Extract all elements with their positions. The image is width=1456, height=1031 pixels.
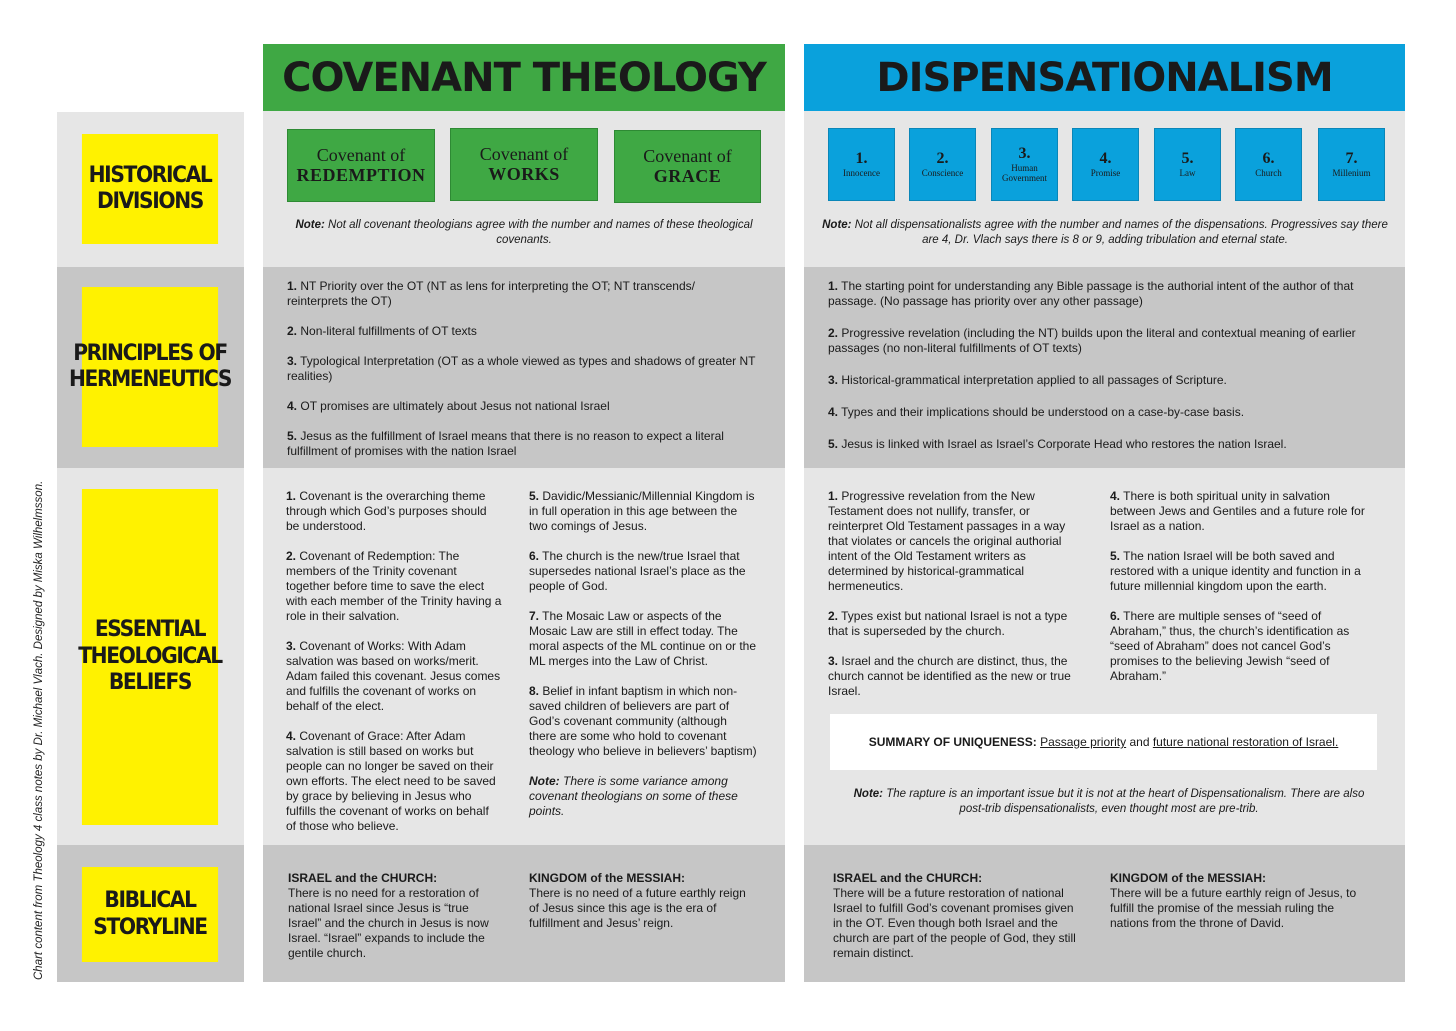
- label-line: STORYLINE: [93, 914, 207, 940]
- item-number: 5.: [1110, 549, 1121, 563]
- d-storyline-israel: [833, 871, 1077, 961]
- item-text: Israel and the church are distinct, thus, the church cannot be identified as the new or true Israel.: [828, 654, 1071, 698]
- dispensation-box-church: [1235, 128, 1302, 201]
- item-text: There is both spiritual unity in salvation between Jews and Gentiles and a future role for Israel as a nation.: [1110, 489, 1365, 533]
- list-item: [286, 549, 502, 624]
- dispensation-name: Church: [1255, 168, 1282, 179]
- item-text: Non-literal fulfillments of OT texts: [300, 324, 477, 338]
- list-item: [529, 549, 757, 594]
- item-number: 8.: [529, 684, 540, 698]
- item-text: Belief in infant baptism in which non-saved children of believers are part of God’s covenant community (although there are some who hold to covenant theology who believe in believers’ baptism): [529, 684, 757, 758]
- list-item: [287, 324, 757, 339]
- note-text: There is some variance among covenant theologians on some of these points.: [529, 774, 738, 818]
- covenant-box-works: [450, 128, 598, 201]
- item-text: The nation Israel will be both saved and restored with a unique identity and function in a future millennial kingdom upon the earth.: [1110, 549, 1361, 593]
- item-text: OT promises are ultimately about Jesus not national Israel: [300, 399, 610, 413]
- list-item: [529, 684, 757, 759]
- dispensation-number: 3.: [1018, 144, 1031, 162]
- item-number: 1.: [286, 489, 297, 503]
- dispensation-box-millenium: [1318, 128, 1385, 201]
- dispensation-number: 4.: [1099, 149, 1112, 167]
- dispensation-box-law: [1154, 128, 1221, 201]
- summary-label: SUMMARY OF UNIQUENESS:: [868, 735, 1037, 749]
- note-dispensational-historical: [820, 218, 1390, 248]
- note-covenant-beliefs: [529, 774, 757, 819]
- summary-conjunction: and: [1129, 735, 1150, 749]
- covenant-line1: Covenant of: [316, 144, 406, 165]
- label-line: DIVISIONS: [97, 189, 203, 214]
- dispensation-number: 2.: [936, 149, 949, 167]
- item-number: 3.: [828, 373, 839, 387]
- label-line: BELIEFS: [108, 670, 192, 696]
- label-biblical-storyline: [82, 867, 218, 962]
- dispensation-number: 5.: [1181, 149, 1194, 167]
- ct-beliefs-left: [286, 489, 502, 849]
- item-number: 6.: [1110, 609, 1121, 623]
- item-number: 4.: [286, 729, 297, 743]
- item-text: Jesus is linked with Israel as Israel’s Corporate Head who restores the nation Israel.: [841, 437, 1287, 451]
- label-historical-divisions: [82, 134, 218, 244]
- header-dispensationalism: DISPENSATIONALISM: [804, 44, 1405, 111]
- label-line: ESSENTIAL: [94, 617, 206, 643]
- item-text: Types and their implications should be understood on a case-by-case basis.: [841, 405, 1245, 419]
- covenant-line1: Covenant of: [643, 145, 732, 166]
- list-item: [529, 489, 757, 534]
- note-dispensational-beliefs: [850, 787, 1368, 817]
- item-number: 3.: [287, 354, 298, 368]
- ct-storyline-israel: [288, 871, 503, 961]
- label-line: HISTORICAL: [88, 162, 212, 188]
- covenant-line1: Covenant of: [479, 143, 569, 164]
- item-text: Progressive revelation (including the NT) builds upon the literal and contextual meaning of earlier passages (no non-literal fulfillments of OT texts): [828, 326, 1356, 355]
- list-item: [1110, 489, 1366, 534]
- item-number: 3.: [286, 639, 297, 653]
- storyline-title: ISRAEL and the CHURCH:: [833, 871, 983, 885]
- item-text: Covenant of Redemption: The members of the Trinity covenant together before time to save the elect with each member of the Trinity having a role in their salvation.: [286, 549, 502, 623]
- item-number: 2.: [828, 609, 839, 623]
- label-principles-of-hermeneutics: [68, 287, 232, 447]
- item-text: The starting point for understanding any Bible passage is the authorial intent of the author of that passage. (No passage has priority over any other passage): [828, 279, 1354, 308]
- ct-storyline-kingdom: [529, 871, 757, 931]
- covenant-line2: REDEMPTION: [296, 164, 426, 185]
- item-text: NT Priority over the OT (NT as lens for interpreting the OT; NT transcends/ reinterprets the OT): [287, 279, 695, 308]
- list-item: [1110, 609, 1366, 684]
- list-item: [828, 373, 1383, 388]
- covenant-box-redemption: [287, 129, 435, 202]
- item-number: 1.: [828, 489, 839, 503]
- list-item: [287, 354, 757, 384]
- item-number: 2.: [287, 324, 298, 338]
- item-number: 5.: [287, 429, 298, 443]
- list-item: [828, 654, 1076, 699]
- item-number: 4.: [1110, 489, 1121, 503]
- dispensation-name: Millenium: [1332, 168, 1371, 179]
- dispensation-box-innocence: [828, 128, 895, 201]
- label-line: HERMENEUTICS: [68, 367, 232, 392]
- summary-item: future national restoration of Israel.: [1152, 735, 1339, 749]
- list-item: [1110, 549, 1366, 594]
- item-text: Types exist but national Israel is not a type that is superseded by the church.: [828, 609, 1068, 638]
- item-number: 4.: [287, 399, 298, 413]
- item-text: Progressive revelation from the New Testament does not nullify, transfer, or reinterpret Old Testament passages in a way that violates or cancels the original authorial intent of the Old Testament writers as determined by historical-grammatical hermeneutics.: [828, 489, 1066, 593]
- dispensation-box-promise: [1072, 128, 1139, 201]
- note-label: Note:: [529, 774, 560, 788]
- dispensation-number: 1.: [855, 149, 868, 167]
- d-storyline-kingdom: [1110, 871, 1366, 931]
- dispensation-box-human-government: [991, 128, 1058, 201]
- dispensation-name: Human Government: [1002, 163, 1047, 184]
- storyline-text: There will be a future restoration of national Israel to fulfill God’s covenant promises given in the OT. Even though both Israel and the church are part of the people of God, they still remain distinct.: [833, 886, 1076, 960]
- item-text: Jesus as the fulfillment of Israel means that there is no reason to expect a literal fulfillment of promises with the nation Israel: [287, 429, 724, 458]
- ct-beliefs-right: [529, 489, 757, 834]
- summary-of-uniqueness: [830, 714, 1377, 770]
- dispensation-number: 7.: [1345, 149, 1358, 167]
- item-text: The church is the new/true Israel that supersedes national Israel’s place as the people of God.: [529, 549, 746, 593]
- label-line: PRINCIPLES OF: [73, 340, 227, 366]
- storyline-title: ISRAEL and the CHURCH:: [288, 871, 438, 885]
- list-item: [286, 729, 502, 834]
- item-text: Davidic/Messianic/Millennial Kingdom is in full operation in this age between the two comings of Jesus.: [529, 489, 755, 533]
- d-beliefs-left: [828, 489, 1076, 714]
- d-beliefs-right: [1110, 489, 1366, 699]
- header-covenant-theology: COVENANT THEOLOGY: [263, 44, 785, 111]
- list-item: [828, 279, 1383, 309]
- covenant-box-grace: [614, 130, 761, 203]
- storyline-title: KINGDOM of the MESSIAH:: [529, 871, 685, 885]
- list-item: [286, 639, 502, 714]
- note-text: Not all dispensationalists agree with the number and names of the dispensations. Progressives say there are 4, Dr. Vlach says there is 8 or 9, adding tribulation and eternal state.: [854, 219, 1388, 246]
- note-text: Not all covenant theologians agree with the number and names of these theological covenants.: [328, 219, 753, 246]
- storyline-title: KINGDOM of the MESSIAH:: [1110, 871, 1266, 885]
- item-text: There are multiple senses of “seed of Abraham,” thus, the church’s identification as “seed of Abraham” does not cancel God’s promises to the believing Jewish “seed of Abraham.”: [1110, 609, 1350, 683]
- note-label: Note:: [295, 219, 325, 231]
- label-line: BIBLICAL: [104, 888, 196, 914]
- item-number: 7.: [529, 609, 540, 623]
- item-text: The Mosaic Law or aspects of the Mosaic Law are still in effect today. The moral aspects of the ML continue on or the ML merges into the Law of Christ.: [529, 609, 757, 668]
- item-number: 5.: [529, 489, 540, 503]
- item-number: 2.: [828, 326, 839, 340]
- covenant-line2: GRACE: [653, 165, 722, 186]
- dispensation-name: Promise: [1090, 168, 1121, 179]
- item-number: 1.: [287, 279, 298, 293]
- list-item: [828, 405, 1383, 420]
- list-item: [286, 489, 502, 534]
- storyline-text: There will be a future earthly reign of Jesus, to fulfill the promise of the messiah ruling the nations from the throne of David.: [1110, 886, 1357, 930]
- label-line: THEOLOGICAL: [78, 643, 222, 669]
- list-item: [529, 609, 757, 669]
- list-item: [828, 437, 1383, 452]
- covenant-line2: WORKS: [488, 163, 560, 184]
- credit-text: Chart content from Theology 4 class notes by Dr. Michael Vlach. Designed by Miska Wilhelmsson.: [33, 480, 45, 980]
- note-label: Note:: [853, 788, 884, 800]
- dispensation-name: Conscience: [921, 168, 964, 179]
- list-item: [287, 429, 757, 459]
- item-text: Typological Interpretation (OT as a whole viewed as types and shadows of greater NT realities): [287, 354, 756, 383]
- storyline-text: There is no need of a future earthly reign of Jesus since this age is the era of fulfillment and Jesus’ reign.: [529, 886, 746, 930]
- note-label: Note:: [822, 219, 852, 231]
- item-number: 4.: [828, 405, 839, 419]
- d-hermeneutics-list: [828, 279, 1383, 467]
- summary-item: Passage priority: [1040, 735, 1127, 749]
- list-item: [287, 279, 757, 309]
- label-essential-theological-beliefs: [78, 489, 222, 825]
- note-text: The rapture is an important issue but it is not at the heart of Dispensationalism. There are also post-trib dispensationalists, even thought most are pre-trib.: [886, 788, 1365, 815]
- item-number: 1.: [828, 279, 839, 293]
- list-item: [828, 326, 1383, 356]
- item-number: 2.: [286, 549, 297, 563]
- note-covenant-historical: [290, 218, 758, 248]
- dispensation-name: Innocence: [843, 168, 880, 179]
- ct-hermeneutics-list: [287, 279, 757, 474]
- item-number: 3.: [828, 654, 839, 668]
- dispensation-number: 6.: [1262, 149, 1275, 167]
- item-text: Covenant of Works: With Adam salvation was based on works/merit. Adam failed this covenant. Jesus comes and fulfills the covenant of works on behalf of the elect.: [286, 639, 501, 713]
- list-item: [287, 399, 757, 414]
- dispensation-box-conscience: [909, 128, 976, 201]
- item-text: Covenant is the overarching theme through which God’s purposes should be understood.: [286, 489, 487, 533]
- item-text: Covenant of Grace: After Adam salvation is still based on works but people can no longer be saved on their own efforts. The elect need to be saved by grace by believing in Jesus who fulfills the covenant of works on behalf of those who believe.: [286, 729, 496, 833]
- list-item: [828, 609, 1076, 639]
- item-number: 5.: [828, 437, 839, 451]
- item-text: Historical-grammatical interpretation applied to all passages of Scripture.: [841, 373, 1227, 387]
- storyline-text: There is no need for a restoration of national Israel since Jesus is “true Israel” and the church in Jesus is now Israel. “Israel” expands to include the gentile church.: [288, 886, 489, 960]
- item-number: 6.: [529, 549, 540, 563]
- list-item: [828, 489, 1076, 594]
- dispensation-name: Law: [1179, 168, 1196, 179]
